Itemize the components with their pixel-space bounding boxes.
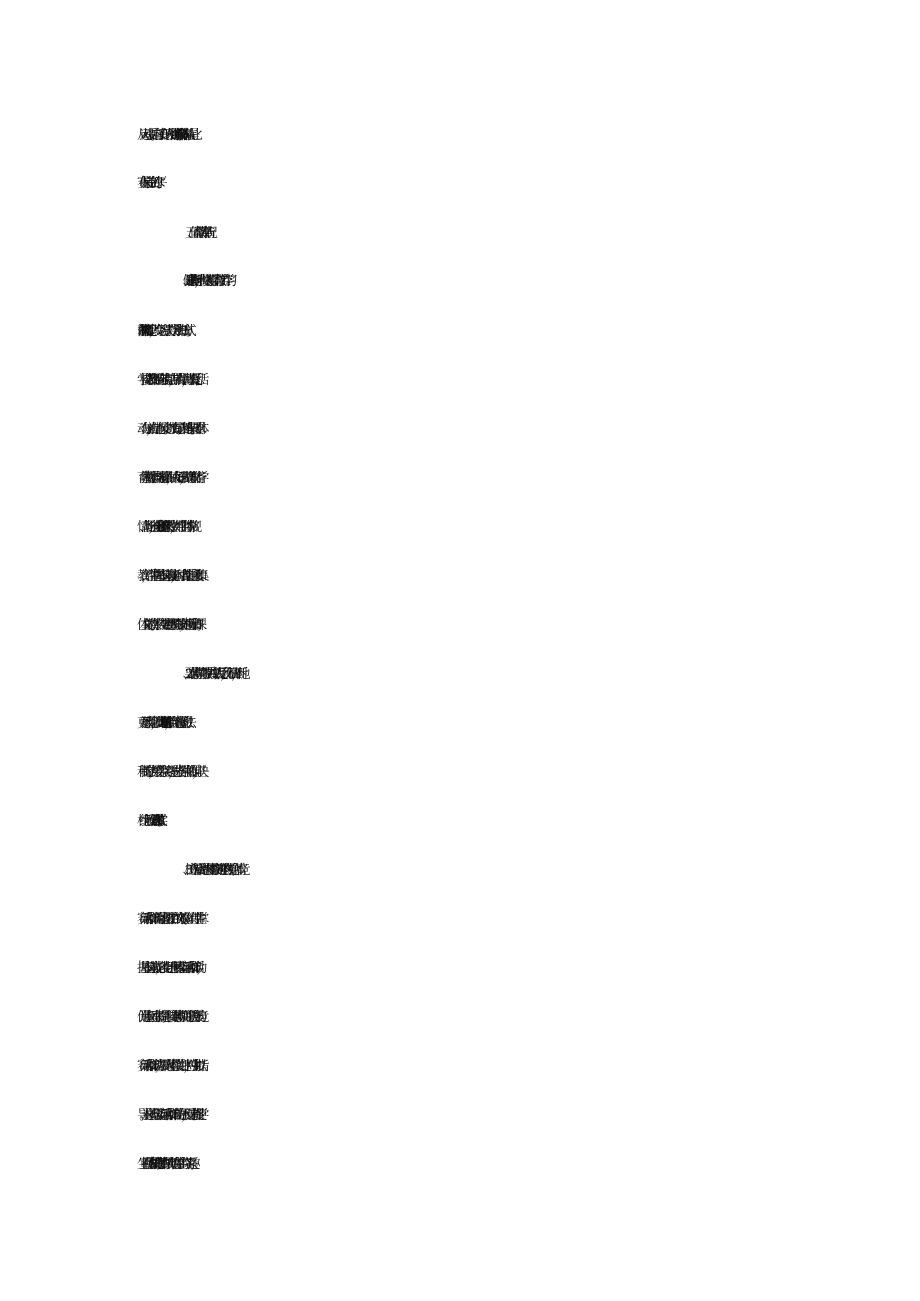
text-line: 杜绝无教案上课和“放羊式”教学。 [137,814,160,829]
text-line: 教育，让学生掌握基本的运动技能，同时结合推进爱国主义和集 [137,569,199,584]
text-line: 促进体育运动水平的提高。学校要求体育教师凡是学校开展的竞 [137,1010,199,1025]
text-line: 和新的学法，激发学生学习兴趣，充分发挥学生主体作用，坚决 [137,765,199,780]
text-line: 握基本的运动技能，才能更好地开展体育竞赛活动和群体活动， [137,961,199,976]
text-line: 赛活动和群体活动是体育课教学工作的实效检验。只有让学生掌 [137,912,199,927]
text-line: 导。这样既推动了竞赛活动和群体活动的开展，反过来督促使学 [137,1108,199,1123]
text-line: 育教师根据学校场地器材条件，认真备好课，做到备教材、备学 [137,471,199,486]
text-line: 赛保持前三名的水平。 [137,176,160,191]
paragraph-start: 1、以“健康第一”为指导，我校切实抓好体育教学工作学习 [185,274,227,289]
paragraph-start: 3、树立课外活动是课内体育教学的延伸的教学观念。体育竞 [185,863,240,878]
text-line: 赛活动和群体活动，都要列入体育教学计划之中，对学生加以指 [137,1059,199,1074]
text-line: 生重视体育课的教学,提高了体育课的实效性和学生的学习兴趣。 [137,1157,192,1172]
text-line: 体主义的教育。学校领导定期组织检查教案，随机听课和评课。 [137,618,199,633]
text-line: 情、备场地，充分利用45分钟的课堂教学，抓好学生的体育常规 [137,520,192,535]
text-line: 学校要求教研组做到学年有总结，学期有计划，每课有反思；活 [137,373,199,388]
paragraph-start: 2、要求体育教师在教学实践中认真反思，努力钻研，不断地 [185,667,240,682]
text-line: 动有分工，有措施、保安全；成绩有纪录；资料有积累。要求体 [137,422,199,437]
text-line: 落实“课标”的教育理念，改变学习方式、教学方法和评价方式。 [137,324,189,339]
text-line: 更新教育观念，准确地理解“课标”精神，恰当地选择新的教法 [137,716,186,731]
text-line: 从运动中受益。有了良好的人员和训练保障,学校各体育队在是比 [137,128,192,143]
section-heading: 五、体育教学改革情况 [185,226,208,241]
